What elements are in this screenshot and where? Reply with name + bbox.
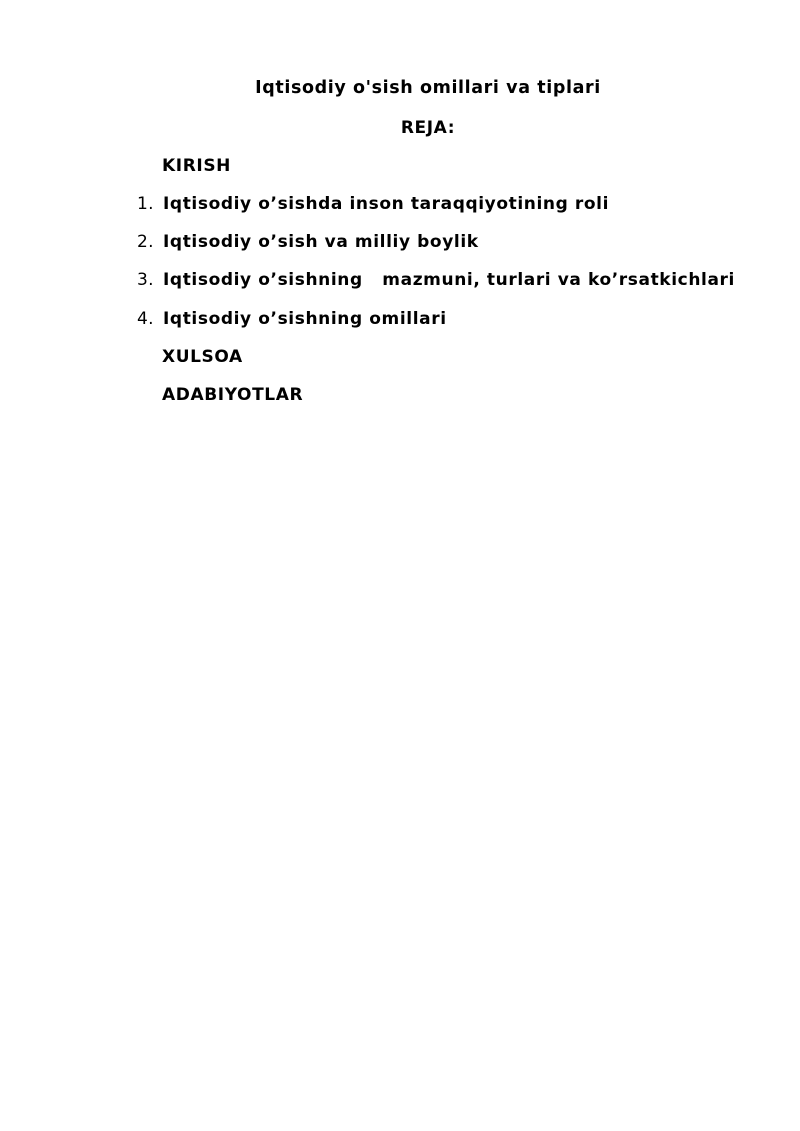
list-item-text: Iqtisodiy o’sishning mazmuni, turlari va ko’rsatkichlari (163, 270, 735, 290)
list-item-number: 4. (137, 309, 154, 329)
list-item-text: Iqtisodiy o’sishda inson taraqqiyotining roli (163, 194, 610, 214)
list-item (137, 270, 735, 290)
list-item (137, 232, 479, 252)
references-heading: ADABIYOTLAR (162, 385, 304, 405)
intro-heading: KIRISH (162, 156, 231, 176)
conclusion-heading: XULSOA (162, 347, 243, 367)
list-item (137, 309, 447, 329)
list-item-text: Iqtisodiy o’sishning omillari (163, 309, 447, 329)
list-item-number: 2. (137, 232, 154, 252)
list-item-number: 3. (137, 270, 154, 290)
document-title: Iqtisodiy o'sish omillari va tiplari (255, 78, 601, 98)
list-item-text: Iqtisodiy o’sish va milliy boylik (163, 232, 479, 252)
list-item (137, 194, 609, 214)
plan-heading: REJA: (400, 118, 456, 138)
list-item-number: 1. (137, 194, 154, 214)
